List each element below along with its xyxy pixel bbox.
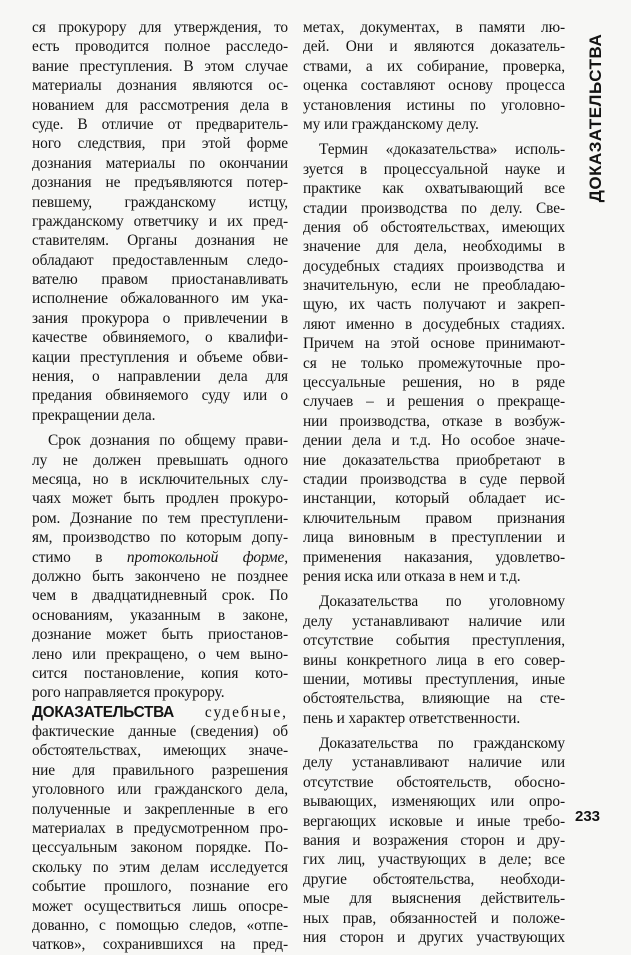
text-line: уголовного или гражданского дела, [32, 781, 288, 799]
text-line: нии производства, отказе в возбуж- [303, 412, 565, 430]
text-line: сится постановление, копия кото- [32, 664, 288, 682]
page-number: 233 [575, 808, 601, 825]
text-line: чем в двадцатидневный срок. По [32, 587, 288, 605]
entry-headword: ДОКАЗАТЕЛЬСТВА [32, 703, 174, 721]
text-line: ных прав, обязанностей и положе- [303, 909, 565, 927]
text-line: ляют именно в досудебных стадиях. [303, 315, 565, 333]
text-line: вателю правом приостанавливать [32, 271, 288, 289]
text-line: дознание может быть приостанов- [32, 626, 288, 644]
text-line: Доказательства по гражданскому [319, 735, 565, 753]
text-line: делу устанавливают наличие или [303, 612, 565, 630]
text-line: применения наказания, удовлетво- [303, 548, 565, 566]
text-line: предания обвиняемого суду или о [32, 387, 288, 405]
text-line: метах, документах, в памяти лю- [303, 19, 565, 36]
text-line: зуется в процессуальной науке и [303, 160, 565, 178]
text-line: нованием для рассмотрения дела в [32, 96, 288, 114]
paragraph-continuation [303, 18, 565, 134]
text-line: ние доказательства приобретают в [303, 451, 565, 469]
text-line: ставителям. Органы дознания не [32, 232, 288, 250]
text-line: обладают предоставленным следо- [32, 251, 288, 269]
text-line: зания прокурора о привлечении в [32, 309, 288, 327]
text-line: кации преступления и объеме обви- [32, 348, 288, 366]
text-line: нения, о направлении дела для [32, 368, 288, 386]
text-line: мые для выяснения действитель- [303, 890, 565, 908]
text-line: может осуществиться лишь опосре- [32, 897, 288, 915]
text-line: ром. Дознание по тем преступлени- [32, 509, 288, 527]
text-line: дованно, с помощью следов, «отпе- [32, 916, 288, 934]
text-line: основаниям, указанным в законе, [32, 606, 288, 624]
text-line: значительную, если не преобладаю- [303, 277, 565, 295]
text-line: отсутствие события преступления, [303, 632, 565, 650]
text-line: Причем на этой основе принимают- [303, 335, 565, 353]
text-line: дении дела и т.д. Но особое значе- [303, 432, 565, 450]
text-line: установления истины по уголовно- [303, 96, 565, 114]
text-line: вергающих исковые и иные требо- [303, 812, 565, 830]
text-line: Доказательства по уголовному [319, 593, 565, 611]
text-line: рого направляется прокурору. [32, 684, 225, 702]
text-line: исполнение обжалованного им ука- [32, 290, 288, 308]
text-line: Срок дознания по общему прави- [48, 432, 288, 450]
running-head-text: ДОКАЗАТЕЛЬСТВА [586, 33, 605, 203]
text-line: материалах в предусмотренном про- [32, 820, 288, 838]
text-line: делу устанавливают наличие или [303, 754, 565, 772]
text-line: гражданскому ответчику и их пред- [32, 212, 288, 230]
text-line: вины конкретного лица в его совер- [303, 651, 565, 669]
text-line: значение для дела, необходимы в [303, 238, 565, 256]
entry-definition [32, 722, 288, 955]
text-line: практике как охватывающий все [303, 180, 565, 198]
italic-term: протокольной форме, [126, 548, 288, 566]
left-column [32, 18, 288, 955]
text-line: цессуальные решения, но в ряде [303, 374, 565, 392]
text-line: отсутствие обстоятельств, обосно- [303, 773, 565, 791]
text-line: суде. В отличие от предваритель- [32, 115, 288, 133]
text-line: щую, их часть получают и закреп- [303, 296, 565, 314]
text-line: шении, мотивы преступления, иные [303, 670, 565, 688]
entry-head-line [32, 703, 288, 722]
text-line: материалы дознания являются ос- [32, 77, 288, 95]
text-line: ся не только промежуточные про- [303, 354, 565, 372]
entry-spaced-word: судебные, [204, 703, 288, 721]
text-line: дей. Они и являются доказатель- [303, 38, 565, 56]
text-line: прекращении дела. [32, 406, 156, 424]
text-line: певшему, гражданскому истцу, [32, 193, 288, 211]
text-line: лу не должен превышать одного [32, 451, 288, 469]
text-line: чаях может быть продлен прокуро- [32, 490, 288, 508]
text-line: лица виновным в преступлении и [303, 529, 565, 547]
text-line: стадии производства в суде первой [303, 470, 565, 488]
text-line-italic [32, 548, 288, 567]
text-line: стадии производства по делу. Све- [303, 199, 565, 217]
text-line: дения об обстоятельствах, имеющих [303, 218, 565, 236]
text-line: пень и характер ответственности. [303, 709, 521, 727]
text-line: ям, производство по которым допу- [32, 529, 288, 547]
text-line: событие прошлого, познание его [32, 878, 288, 896]
text-line: ся прокурору для утверждения, то [32, 19, 288, 36]
text-line: ние для правильного разрешения [32, 761, 288, 779]
paragraph-grazhdanskoe-delo [303, 734, 565, 947]
text-line: скольку по этим делам исследуется [32, 858, 288, 876]
text-line: ния сторон и других участвующих [303, 928, 565, 946]
text-line: качестве обвиняемого, о квалифи- [32, 329, 288, 347]
text-line: должно быть закончено не позднее [32, 567, 288, 585]
text-line: чатков», сохранившихся на пред- [32, 936, 288, 954]
text-line: дознания материалы по окончании [32, 154, 288, 172]
text-line: есть проводится полное расследо- [32, 38, 288, 56]
text-line: рения иска или отказа в нем и т.д. [303, 567, 521, 585]
text-line: вания и возражения сторон и дру- [303, 832, 565, 850]
text-line: ключительным правом признания [303, 509, 565, 527]
paragraph-lines-before [32, 431, 288, 547]
text-line: Термин «доказательства» исполь- [319, 141, 565, 159]
running-head [580, 28, 612, 208]
text-line: другие обстоятельства, необходи- [303, 870, 565, 888]
text-line: досудебных стадиях производства и [303, 257, 565, 275]
paragraph-termin [303, 140, 565, 586]
text-line: полученные и закрепленные в его [32, 800, 288, 818]
text-line: дознания не предъявляются потер- [32, 174, 288, 192]
text-line: му или гражданскому делу. [303, 115, 479, 133]
dictionary-entry [32, 703, 288, 955]
text-line: обстоятельства, влияющие на сте- [303, 690, 565, 708]
text-line: вание преступления. В этом случае [32, 57, 288, 75]
text-line: гих лиц, участвующих в деле; все [303, 851, 565, 869]
text-line: фактические данные (сведения) об [32, 723, 288, 741]
text-line: инстанции, который обладает ис- [303, 490, 565, 508]
text-line: случаев – и решения о прекраще- [303, 393, 565, 411]
text-line: вывающих, изменяющих или опро- [303, 793, 565, 811]
text-line: оценка составляют основу процесса [303, 77, 565, 95]
paragraph-srok-doznaniya [32, 431, 288, 702]
paragraph-dознание-continuation [32, 18, 288, 425]
right-column [303, 18, 565, 947]
text-line: месяца, но в исключительных слу- [32, 470, 288, 488]
paragraph-ugolovnoe-delo [303, 592, 565, 728]
text-line: лено или прекращено, о чем выно- [32, 645, 288, 663]
text-line: цессуальным законом порядке. По- [32, 839, 288, 857]
text-line: ствами, а их собирание, проверка, [303, 57, 565, 75]
italic-line-prefix: стимо в [32, 548, 127, 566]
paragraph-lines-after [32, 567, 288, 703]
text-line: обстоятельствах, имеющих значе- [32, 742, 288, 760]
text-line: ного следствия, при этой форме [32, 135, 288, 153]
